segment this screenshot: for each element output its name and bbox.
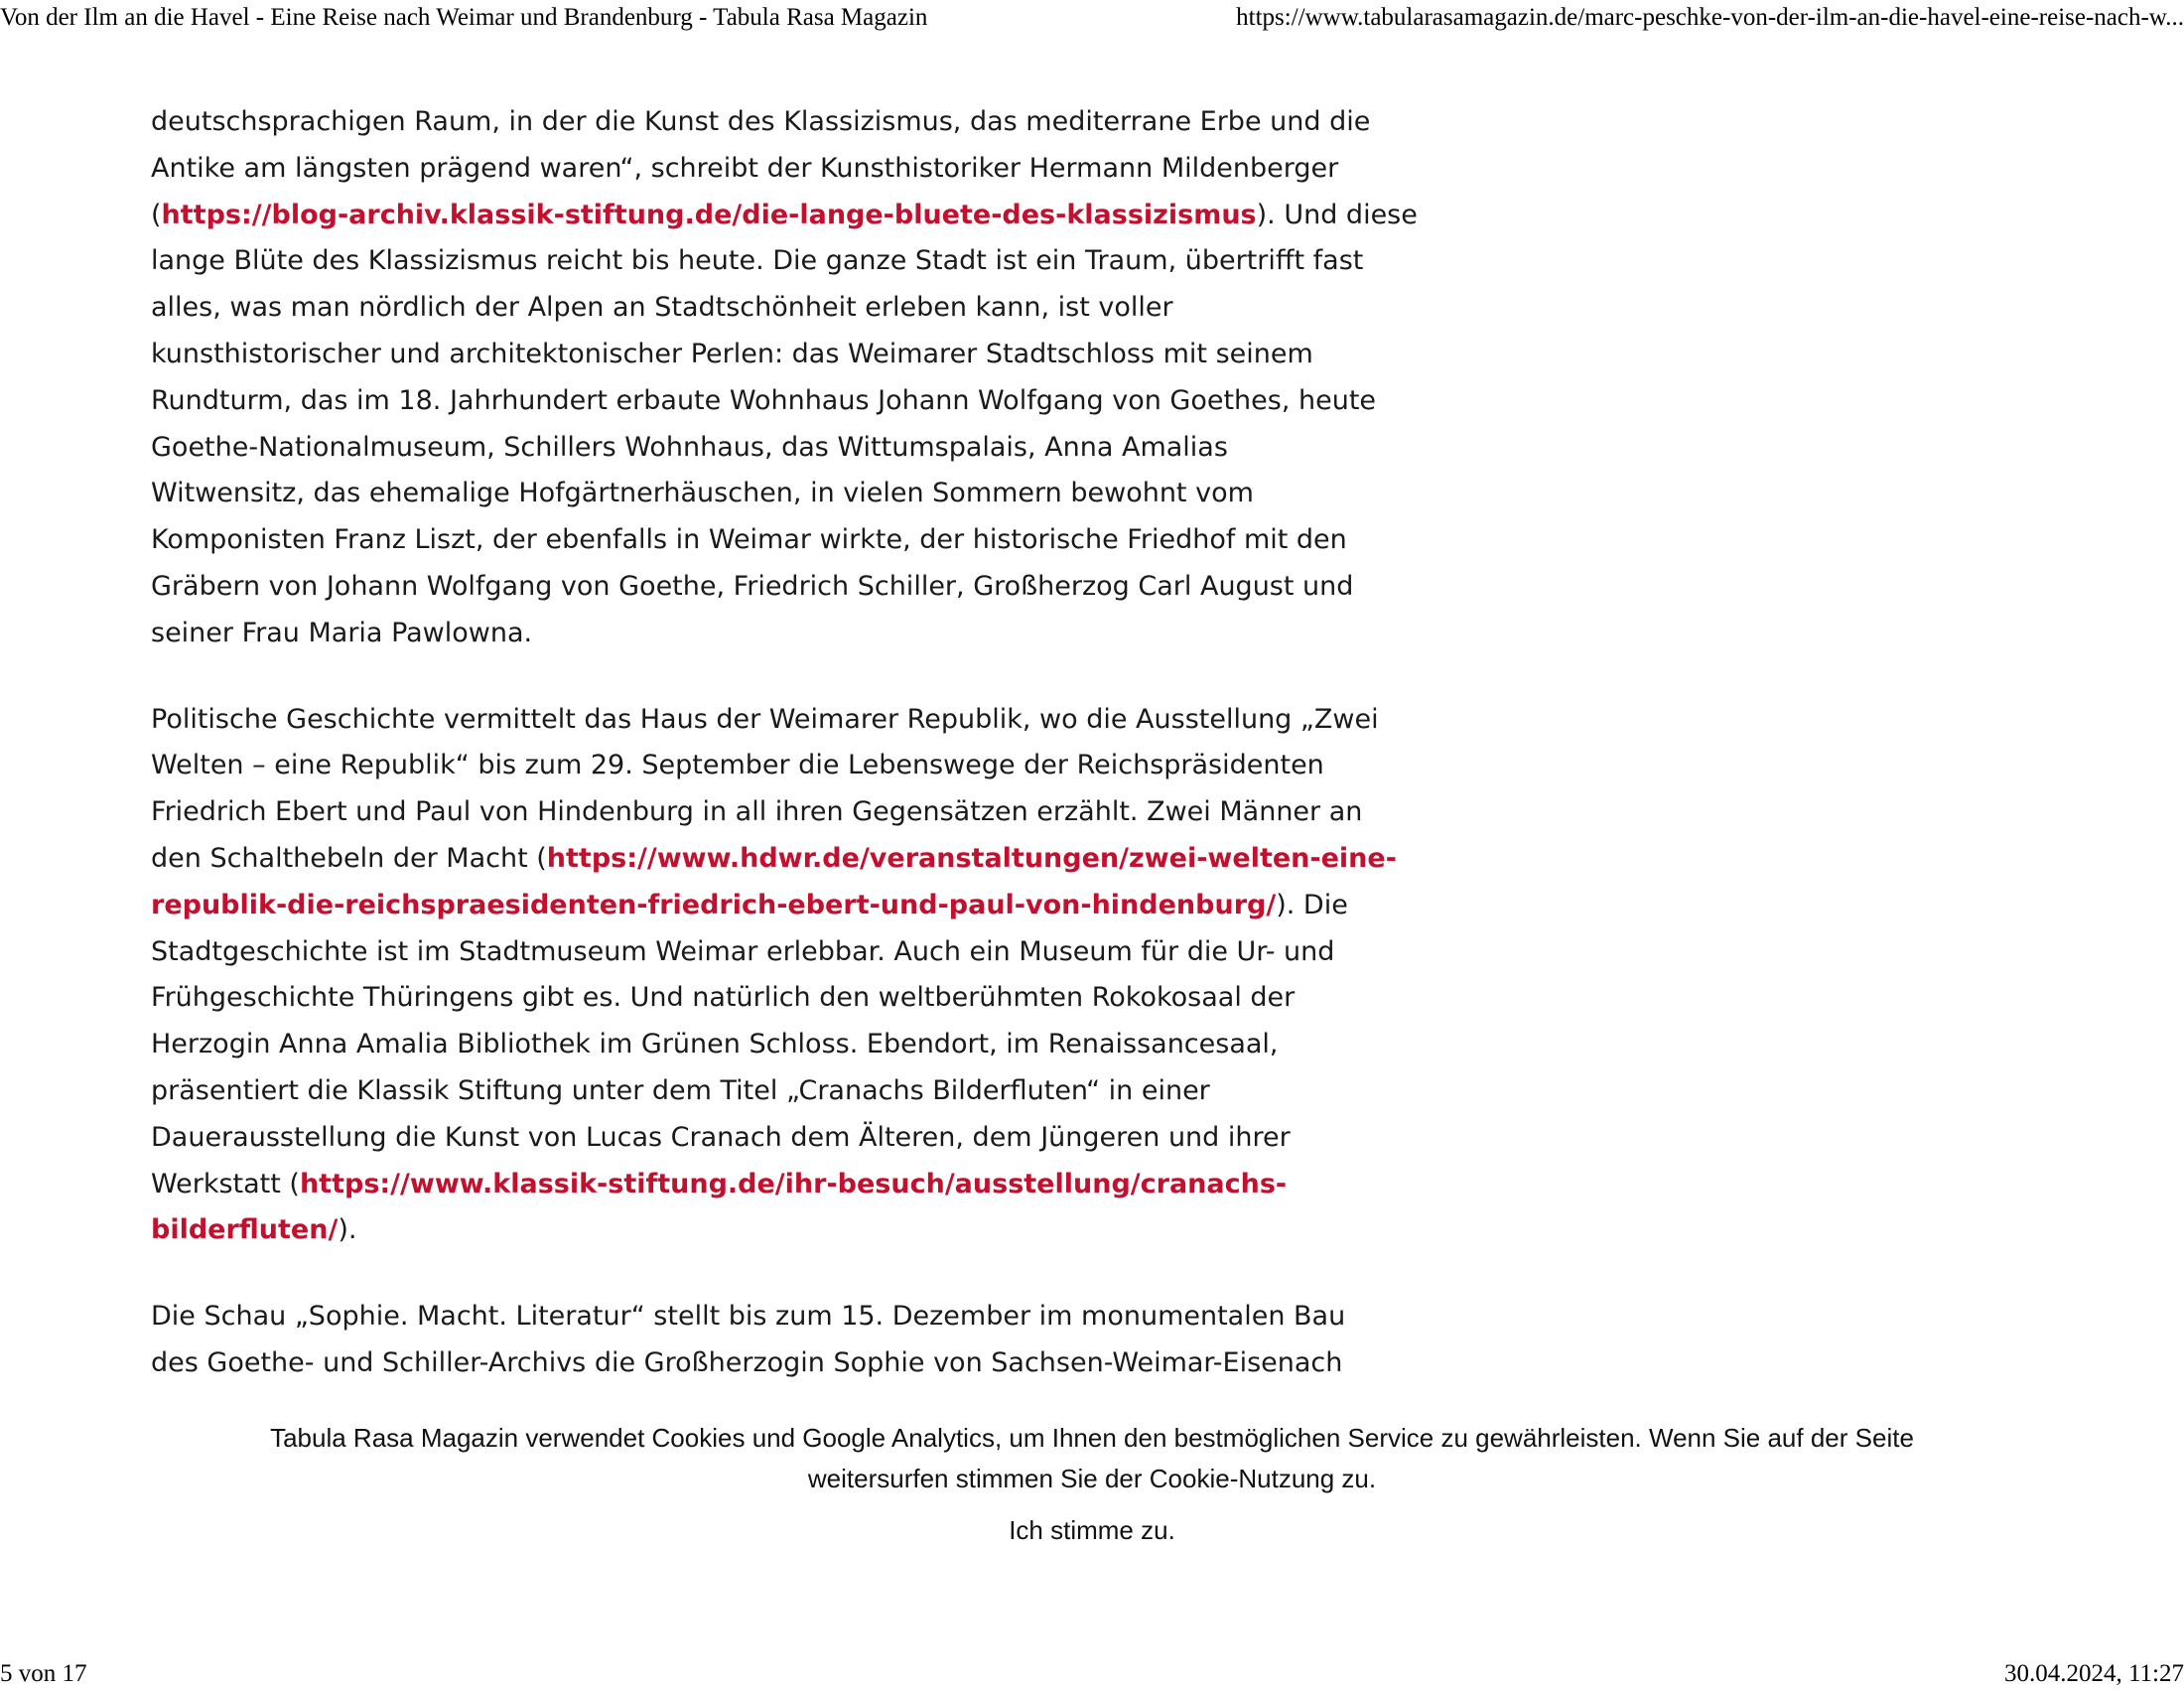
text-line (151, 836, 1402, 883)
link-klassik-blog-archiv[interactable]: https://blog-archiv.klassik-stiftung.de/die-lange-bluete-des-klassizismus (161, 199, 1257, 230)
text-line: Die Schau „Sophie. Macht. Literatur“ stellt bis zum 15. Dezember im monumentalen Bau (151, 1301, 1346, 1333)
text-line: Komponisten Franz Liszt, der ebenfalls in Weimar wirkte, der historische Friedhof mit den (151, 524, 1347, 556)
text-line: alles, was man nördlich der Alpen an Stadtschönheit erleben kann, ist voller (151, 292, 1173, 324)
text-line: Witwensitz, das ehemalige Hofgärtnerhäuschen, in vielen Sommern bewohnt vom (151, 478, 1254, 509)
text-line: Dauerausstellung die Kunst von Lucas Cranach dem Älteren, dem Jüngeren und ihrer (151, 1121, 1291, 1153)
print-footer (0, 1658, 2184, 1690)
text-line: kunsthistorischer und architektonischer Perlen: das Weimarer Stadtschloss mit seinem (151, 338, 1313, 369)
text-line: Politische Geschichte vermittelt das Haus der Weimarer Republik, wo die Ausstellung „Zwei (151, 703, 1379, 735)
cookie-banner (0, 1418, 2184, 1577)
article-paragraph-1 (151, 99, 1418, 657)
text-line: Frühgeschichte Thüringens gibt es. Und natürlich den weltberühmten Rokokosaal der (151, 982, 1296, 1014)
cookie-notice-line: Tabula Rasa Magazin verwendet Cookies und Google Analytics, um Ihnen den bestmöglichen Service zu gewährleisten. Wenn Sie auf der Seite (270, 1423, 1914, 1453)
text-line: Herzogin Anna Amalia Bibliothek im Grünen Schloss. Ebendort, im Renaissancesaal, (151, 1029, 1279, 1060)
print-header-title: Von der Ilm an die Havel - Eine Reise nach Weimar und Brandenburg - Tabula Rasa Magazin (0, 4, 928, 31)
text-line (151, 1207, 1402, 1254)
link-hdwr-zwei-welten[interactable]: https://www.hdwr.de/veranstaltungen/zwei-welten-eine- (546, 842, 1397, 874)
article-body (151, 99, 1418, 1387)
print-timestamp: 30.04.2024, 11:27 (2003, 1660, 2184, 1687)
link-cranachs-bilderfluten[interactable]: https://www.klassik-stiftung.de/ihr-besuch/ausstellung/cranachs- (299, 1168, 1288, 1199)
text-segment: ). Die (1276, 889, 1348, 920)
print-header (0, 2, 2184, 34)
text-line: Rundturm, das im 18. Jahrhundert erbaute Wohnhaus Johann Wolfgang von Goethes, heute (151, 384, 1377, 416)
cookie-notice-line: weitersurfen stimmen Sie der Cookie-Nutzung zu. (807, 1464, 1377, 1493)
link-hdwr-zwei-welten-cont[interactable]: republik-die-reichspraesidenten-friedrich-ebert-und-paul-von-hindenburg/ (151, 889, 1277, 920)
text-line: präsentiert die Klassik Stiftung unter dem Titel „Cranachs Bilderfluten“ in einer (151, 1074, 1210, 1106)
text-line: Antike am längsten prägend waren“, schreibt der Kunsthistoriker Hermann Mildenberger (151, 152, 1339, 184)
text-segment: den Schalthebeln der Macht ( (151, 842, 547, 874)
cookie-accept-button[interactable]: Ich stimme zu. (1009, 1515, 1175, 1545)
text-line: deutschsprachigen Raum, in der die Kunst des Klassizismus, das mediterrane Erbe und die (151, 106, 1371, 137)
text-line: Friedrich Ebert und Paul von Hindenburg in all ihren Gegensätzen erzählt. Zwei Männer an (151, 796, 1363, 828)
text-segment: ( (151, 199, 162, 230)
cookie-notice-text (0, 1418, 2184, 1499)
text-segment: ). Und diese (1256, 199, 1418, 230)
text-line: des Goethe- und Schiller-Archivs die Großherzogin Sophie von Sachsen-Weimar-Eisenach (151, 1346, 1343, 1378)
text-line: Welten – eine Republik“ bis zum 29. September die Lebenswege der Reichspräsidenten (151, 750, 1324, 781)
text-line (151, 1162, 1402, 1208)
text-line: Goethe-Nationalmuseum, Schillers Wohnhaus, das Wittumspalais, Anna Amalias (151, 431, 1228, 463)
page-number: 5 von 17 (0, 1660, 87, 1687)
article-paragraph-2 (151, 697, 1402, 1255)
text-line: seiner Frau Maria Pawlowna. (151, 617, 533, 648)
text-line: lange Blüte des Klassizismus reicht bis heute. Die ganze Stadt ist ein Traum, übertrifft fast (151, 245, 1364, 277)
text-line (151, 883, 1402, 929)
text-segment: Werkstatt ( (151, 1168, 300, 1199)
print-header-url: https://www.tabularasamagazin.de/marc-peschke-von-der-ilm-an-die-havel-eine-reise-nach-w... (1236, 4, 2184, 31)
article-paragraph-3 (151, 1294, 1402, 1387)
text-line (151, 193, 1418, 239)
link-cranachs-bilderfluten-cont[interactable]: bilderfluten/ (151, 1214, 339, 1246)
text-line: Stadtgeschichte ist im Stadtmuseum Weimar erlebbar. Auch ein Museum für die Ur- und (151, 935, 1335, 967)
text-line: Gräbern von Johann Wolfgang von Goethe, Friedrich Schiller, Großherzog Carl August und (151, 570, 1354, 602)
text-segment: ). (338, 1214, 357, 1246)
